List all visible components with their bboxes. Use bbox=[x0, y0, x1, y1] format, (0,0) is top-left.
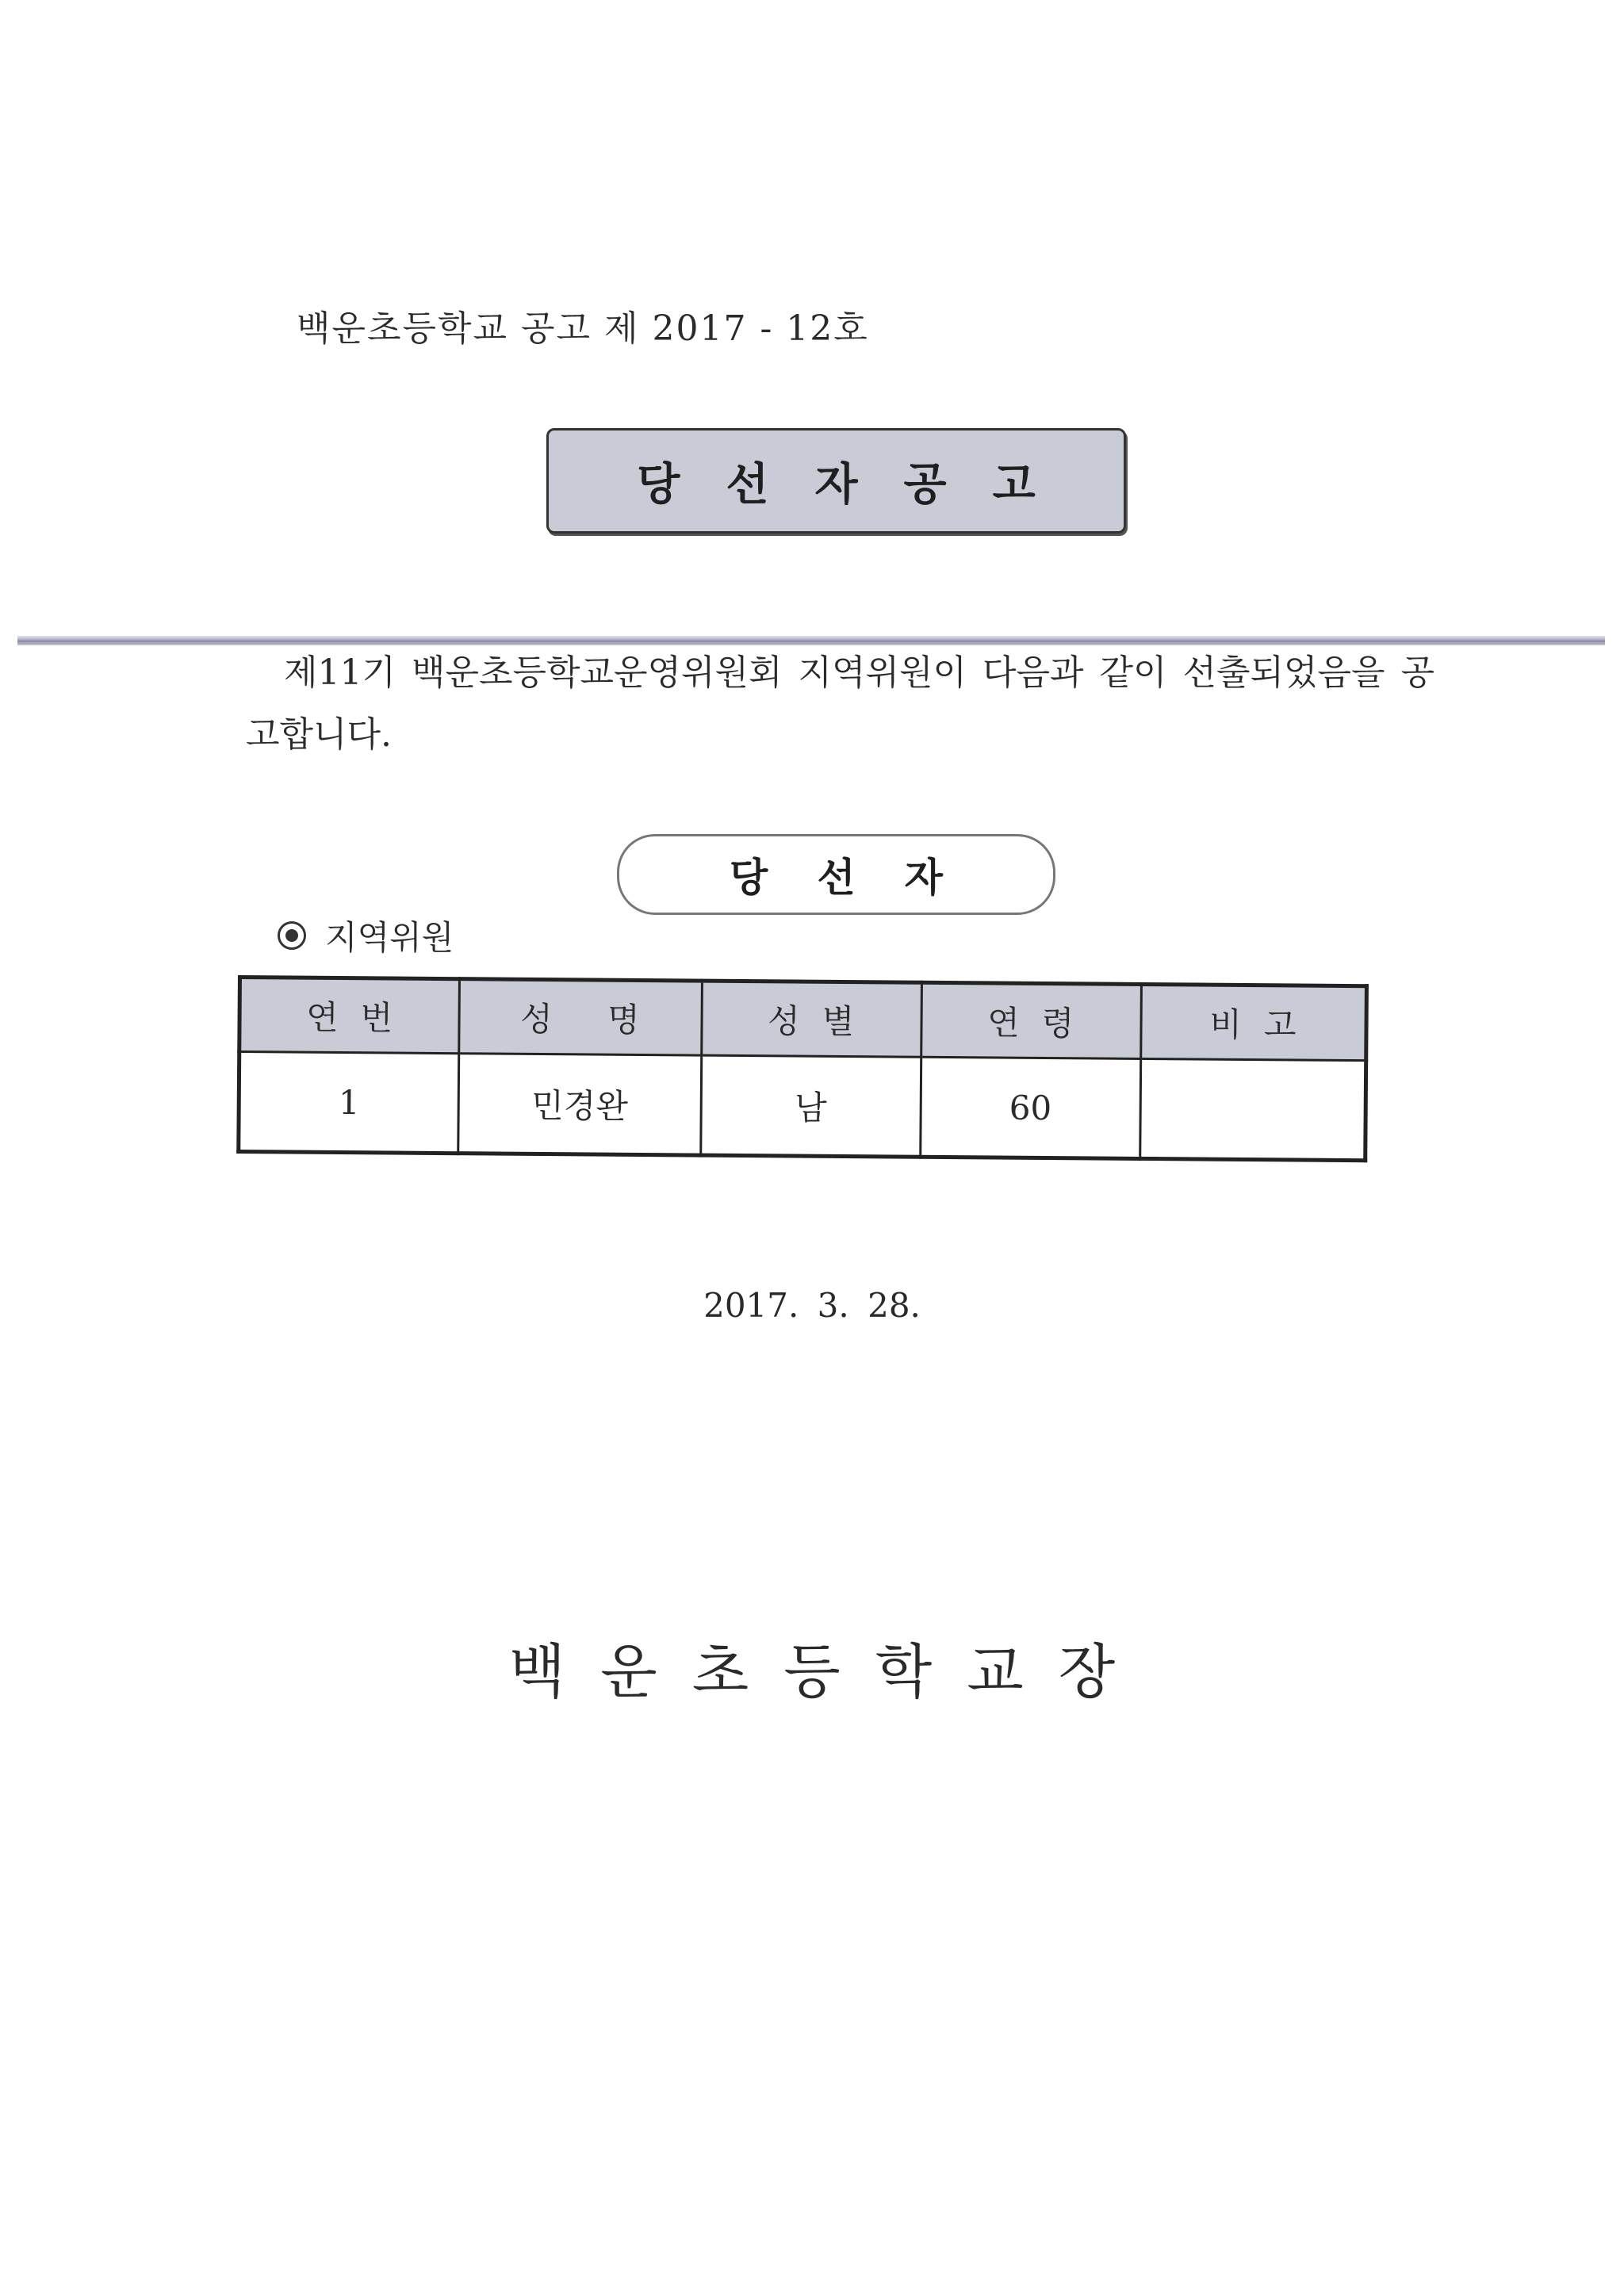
column-header: 성별 bbox=[701, 981, 921, 1057]
radio-bullet-icon bbox=[278, 921, 306, 950]
results-table bbox=[236, 975, 1369, 1162]
column-header: 연령 bbox=[921, 982, 1141, 1058]
table-cell bbox=[1139, 1058, 1365, 1160]
page-title: 당선자공고 bbox=[637, 458, 1082, 511]
notice-number: 백운초등학교 공고 제 2017 - 12호 bbox=[297, 308, 869, 349]
announcement-text: 제11기 백운초등학교운영위원회 지역위원이 다음과 같이 선출되었음을 공고합니다. bbox=[246, 652, 1435, 755]
table-header-row bbox=[239, 978, 1367, 1061]
table-cell: 민경완 bbox=[458, 1054, 701, 1155]
column-header: 비고 bbox=[1140, 984, 1366, 1060]
table-cell: 남 bbox=[700, 1055, 921, 1157]
table-row bbox=[239, 1052, 1366, 1161]
section-title-box bbox=[617, 834, 1055, 915]
issuer-signature: 백운초등학교장 bbox=[508, 1638, 1151, 1706]
title-box bbox=[546, 428, 1126, 534]
column-header: 성 명 bbox=[459, 979, 702, 1055]
table-cell: 60 bbox=[920, 1057, 1140, 1158]
category-label bbox=[278, 912, 454, 959]
notice-date: 2017. 3. 28. bbox=[703, 1286, 921, 1325]
table-cell: 1 bbox=[239, 1052, 459, 1154]
column-header: 연번 bbox=[239, 978, 460, 1054]
section-title: 당선자 bbox=[730, 855, 992, 901]
category-text: 지역위원 bbox=[325, 918, 454, 957]
